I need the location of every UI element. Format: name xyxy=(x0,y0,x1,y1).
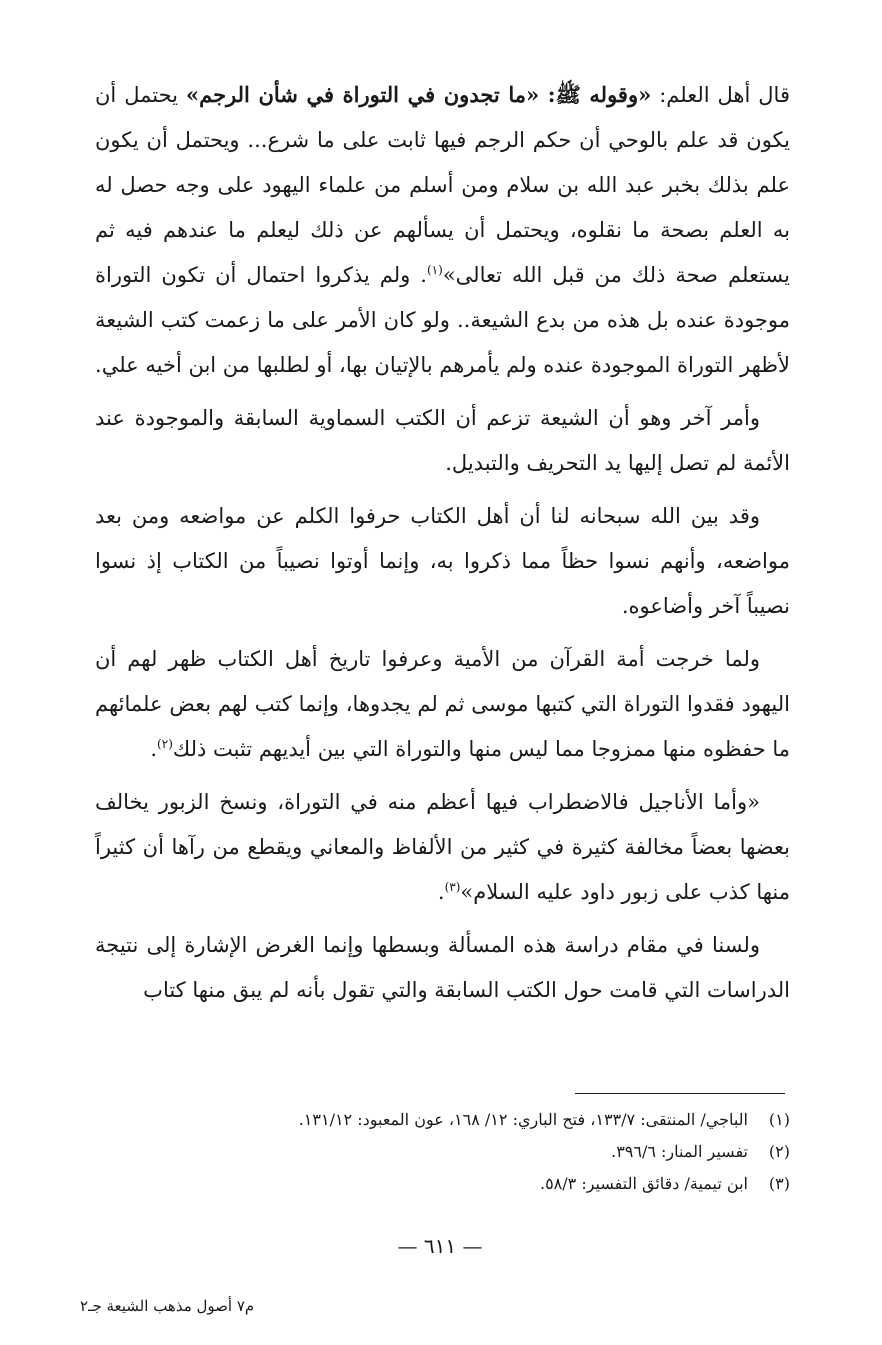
paragraph-tail: . xyxy=(437,880,445,904)
footnote-text: ابن تيمية/ دقائق التفسير: ٥٨/٣. xyxy=(539,1174,748,1193)
paragraph-2: وأمر آخر وهو أن الشيعة تزعم أن الكتب السماوية السابقة والموجودة عند الأئمة لم تصل إليها يد التحريف والتبديل. xyxy=(95,406,790,475)
paragraph-body: يحتمل أن يكون قد علم بالوحي أن حكم الرجم فيها ثابت على ما شرع... ويحتمل أن يكون علم بذلك بخبر عبد الله بن سلام ومن أسلم من علماء اليهود على وجه حصل له به العلم بصحة ما نقلوه، ويحتمل أن يسألهم عن ذلك ليعلم ما عندهم فيه ثم يستعلم صحة ذلك من قبل الله تعالى» xyxy=(95,83,790,287)
paragraph-3: وقد بين الله سبحانه لنا أن أهل الكتاب حرفوا الكلم عن مواضعه ومن بعد مواضعه، وأنهم نسوا حظاً مما ذكروا به، وإنما أوتوا نصيباً من الكتاب إذ نسوا نصيباً آخر وأضاعوه. xyxy=(95,504,790,618)
paragraph-1 xyxy=(95,72,790,388)
hadith-quote: «وقوله ﷺ: «ما تجدون في التوراة في شأن الرجم» xyxy=(185,82,652,107)
signature-mark: م٧ أصول مذهب الشيعة جـ٢ xyxy=(80,1297,255,1315)
footnote-ref-1: (١) xyxy=(426,263,443,277)
footnote-text: تفسير المنار: ٣٩٦/٦. xyxy=(611,1142,748,1161)
paragraph-lead: قال أهل العلم: xyxy=(651,83,790,107)
footnote-separator xyxy=(575,1093,785,1094)
footnote-ref-2: (٢) xyxy=(157,737,173,751)
footnote-2 xyxy=(120,1136,790,1168)
footnote-ref-3: (٣) xyxy=(444,880,461,894)
footnote-1 xyxy=(120,1104,790,1136)
footnote-number: (٢) xyxy=(768,1142,790,1161)
footnote-3 xyxy=(120,1168,790,1200)
paragraph-5 xyxy=(95,780,790,915)
paragraph-body: ولما خرجت أمة القرآن من الأمية وعرفوا تاريخ أهل الكتاب ظهر لهم أن اليهود فقدوا التوراة التي كتبها موسى ثم لم يجدوها، وإنما كتب لهم بعض علمائهم ما حفظوه منها ممزوجا مما ليس منها والتوراة التي بين أيديهم تثبت ذلك xyxy=(95,647,790,761)
paragraph-4 xyxy=(95,637,790,772)
footnote-number: (٣) xyxy=(768,1174,790,1193)
main-text xyxy=(95,72,790,1021)
paragraph-body: «وأما الأناجيل فالاضطراب فيها أعظم منه في التوراة، ونسخ الزبور يخالف بعضها بعضاً مخالفة كثيرة في كثير من الألفاظ والمعاني ويقطع من رآها أن كثيراً منها كذب على زبور داود عليه السلام» xyxy=(95,790,790,904)
footnote-number: (١) xyxy=(768,1110,790,1129)
paragraph-tail: . ولم يذكروا احتمال أن تكون التوراة موجودة عنده بل هذه من بدع الشيعة.. ولو كان الأمر على ما زعمت كتب الشيعة لأظهر التوراة الموجودة عنده ولم يأمرهم بالإتيان بها، أو لطلبها من ابن أخيه علي. xyxy=(95,263,790,377)
paragraph-6: ولسنا في مقام دراسة هذه المسألة وبسطها وإنما الغرض الإشارة إلى نتيجة الدراسات التي قامت حول الكتب السابقة والتي تقول بأنه لم يبق منها كتاب xyxy=(95,933,790,1002)
page-number: — ٦١١ — xyxy=(397,1234,483,1258)
paragraph-tail: . xyxy=(150,737,158,761)
footnote-text: الباجي/ المنتقى: ١٣٣/٧، فتح الباري: ١٢/ ١٦٨، عون المعبود: ١٣١/١٢. xyxy=(298,1110,748,1129)
footnotes xyxy=(120,1104,790,1200)
